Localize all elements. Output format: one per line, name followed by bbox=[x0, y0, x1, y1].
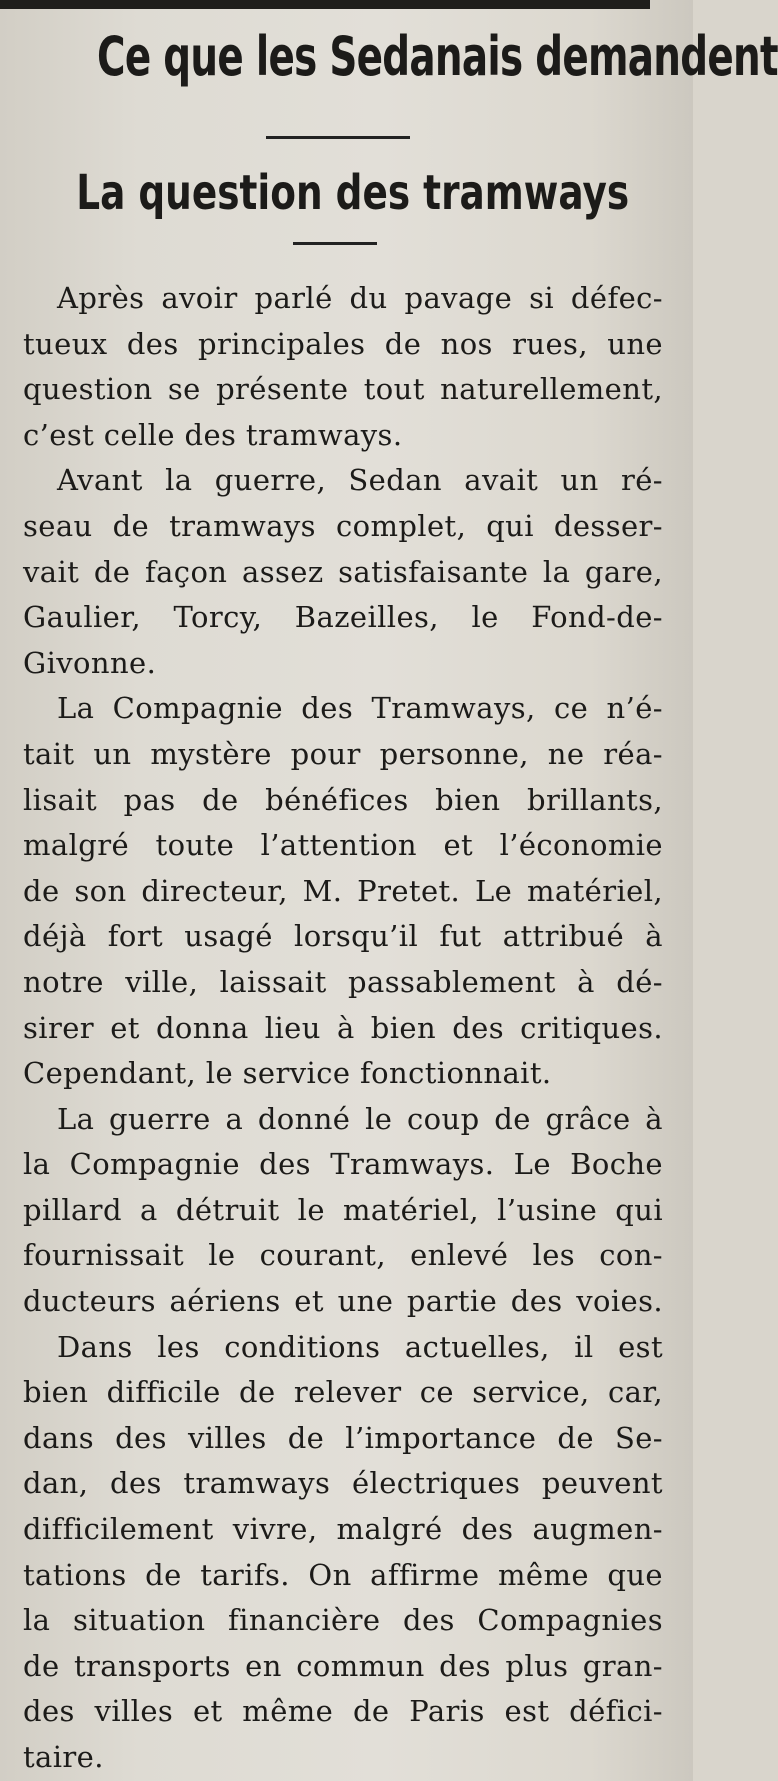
headline-divider bbox=[266, 136, 410, 139]
text-line: ducteurs aériens et une partie des voies. bbox=[23, 1284, 663, 1319]
top-rule bbox=[0, 0, 650, 9]
text-line: la Compagnie des Tramways. Le Boche bbox=[23, 1147, 663, 1182]
text-line: notre ville, laissait passablement à dé- bbox=[23, 964, 663, 999]
text-line: de transports en commun des plus gran- bbox=[23, 1648, 663, 1683]
text-line: sirer et donna lieu à bien des critiques. bbox=[23, 1010, 663, 1045]
article-body bbox=[23, 276, 663, 1781]
text-line: dan, des tramways électriques peuvent bbox=[23, 1466, 663, 1501]
text-line: fournissait le courant, enlevé les con- bbox=[23, 1238, 663, 1273]
text-line: c’est celle des tramways. bbox=[23, 417, 403, 452]
text-line: vait de façon assez satisfaisante la gare, bbox=[23, 554, 663, 589]
headline: Ce que les Sedanais demandent bbox=[97, 25, 778, 88]
text-line: question se présente tout naturellement, bbox=[23, 372, 663, 407]
text-line: Avant la guerre, Sedan avait un ré- bbox=[57, 463, 663, 498]
text-line: tueux des principales de nos rues, une bbox=[23, 326, 663, 361]
paragraph bbox=[23, 276, 663, 458]
text-line: seau de tramways complet, qui desser- bbox=[23, 508, 663, 543]
text-line: Après avoir parlé du pavage si défec- bbox=[57, 281, 663, 315]
subheadline-divider bbox=[293, 242, 377, 245]
text-line: tations de tarifs. On affirme même que bbox=[23, 1557, 663, 1592]
text-line: des villes et même de Paris est défici- bbox=[23, 1694, 663, 1729]
paragraph bbox=[23, 686, 663, 1096]
text-line: La Compagnie des Tramways, ce n’é- bbox=[57, 691, 663, 726]
text-line: lisait pas de bénéfices bien brillants, bbox=[23, 782, 663, 817]
subheadline: La question des tramways bbox=[76, 165, 630, 221]
text-line: tait un mystère pour personne, ne réa- bbox=[23, 736, 663, 771]
text-line: Dans les conditions actuelles, il est bbox=[57, 1329, 663, 1364]
paragraph bbox=[23, 458, 663, 686]
text-line: La guerre a donné le coup de grâce à bbox=[57, 1101, 663, 1136]
text-line: malgré toute l’attention et l’économie bbox=[23, 828, 663, 863]
paragraph bbox=[23, 1097, 663, 1325]
text-line: de son directeur, M. Pretet. Le matériel, bbox=[23, 873, 663, 908]
text-line: Gaulier, Torcy, Bazeilles, le Fond-de- bbox=[23, 600, 663, 635]
text-line: Cependant, le service fonctionnait. bbox=[23, 1056, 552, 1091]
paragraph bbox=[23, 1325, 663, 1781]
text-line: pillard a détruit le matériel, l’usine qui bbox=[23, 1192, 663, 1227]
text-line: Givonne. bbox=[23, 645, 157, 680]
text-line: difficilement vivre, malgré des augmen- bbox=[23, 1512, 663, 1547]
text-line: la situation financière des Compagnies bbox=[23, 1603, 663, 1638]
text-line: déjà fort usagé lorsqu’il fut attribué à bbox=[23, 919, 663, 954]
text-line: bien difficile de relever ce service, car, bbox=[23, 1375, 663, 1410]
text-line: dans des villes de l’importance de Se- bbox=[23, 1420, 663, 1455]
text-line: taire. bbox=[23, 1740, 104, 1774]
